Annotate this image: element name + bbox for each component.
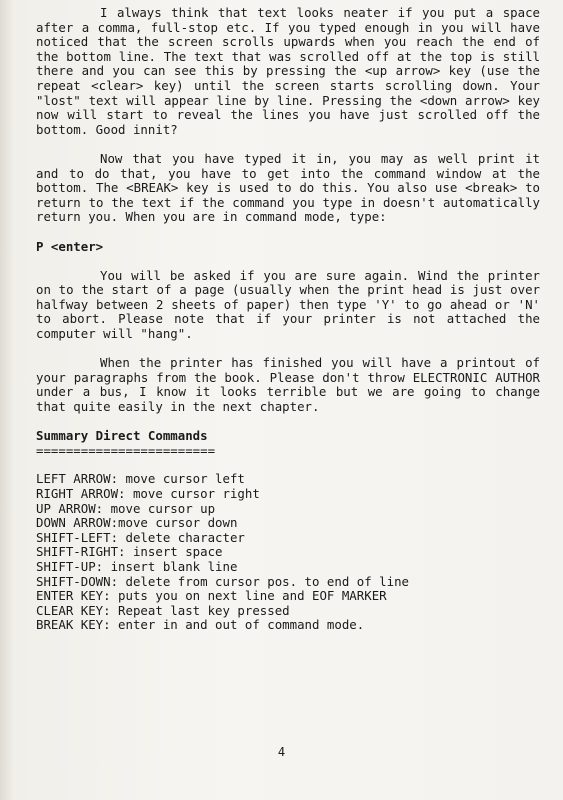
print-command: P <enter> <box>36 238 104 254</box>
paragraph-printer-setup: You will be asked if you are sure again. Wind the printer on to the start of a page (usually when the print head is just over halfway between 2 sheets of paper) then type 'Y' to go ahead or 'N' to abort. Please note that if your printer is not attached the computer will "hang". <box>36 267 540 342</box>
summary-heading: Summary Direct Commands <box>36 428 208 444</box>
page-body <box>36 6 540 633</box>
command-item: LEFT ARROW: move cursor left <box>36 471 245 487</box>
command-item: SHIFT-RIGHT: insert space <box>36 544 223 560</box>
command-item: SHIFT-LEFT: delete character <box>36 529 245 545</box>
command-item: SHIFT-UP: insert blank line <box>36 558 238 574</box>
command-item: RIGHT ARROW: move cursor right <box>36 486 260 501</box>
command-item: ENTER KEY: puts you on next line and EOF MARKER <box>36 588 387 604</box>
command-item: BREAK KEY: enter in and out of command mode. <box>36 617 365 633</box>
command-list <box>36 472 540 633</box>
page-number: 4 <box>277 745 286 759</box>
command-item: UP ARROW: move cursor up <box>36 500 216 516</box>
paragraph-printing: Now that you have typed it in, you may as well print it and to do that, you have to get into the command window at the bottom. The <BREAK> key is used to do this. You also use <break> to return to the text if the command you type in doesn't automatically return you. When you are in command mode, type: <box>36 150 540 225</box>
command-item: DOWN ARROW:move cursor down <box>36 515 238 531</box>
command-item: CLEAR KEY: Repeat last key pressed <box>36 602 290 618</box>
command-item: SHIFT-DOWN: delete from cursor pos. to end of line <box>36 573 409 589</box>
paragraph-printout: When the printer has finished you will have a printout of your paragraphs from the book. Please don't throw ELECTRONIC AUTHOR under a bus, I know it looks terrible but we are going to change that quite easily in the next chapter. <box>36 355 540 415</box>
paragraph-scrolling: I always think that text looks neater if you put a space after a comma, full-stop etc. If you typed enough in you will have noticed that the screen scrolls upwards when you reach the end of the bottom line. The text that was scrolled off at the top is still there and you can see this by pressing the <up arrow> key (use the repeat <clear> key) until the screen starts scrolling down. Your "lost" text will appear line by line. Pressing the <down arrow> key now will start to reveal the lines you have just scrolled off the bottom. Good innit? <box>36 5 540 137</box>
summary-underline: ======================== <box>36 443 216 458</box>
